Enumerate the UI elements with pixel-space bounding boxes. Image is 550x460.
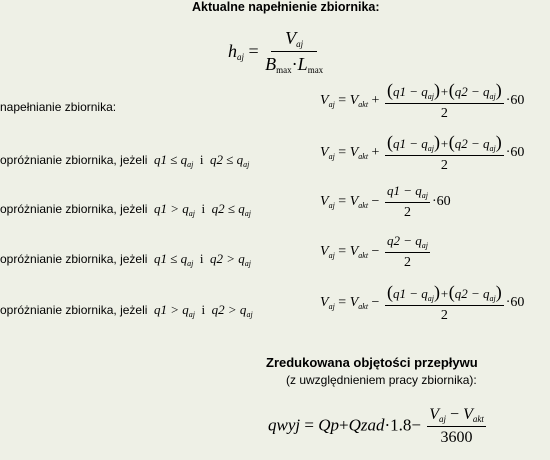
row-4-rhs-v: V [349, 244, 359, 260]
section-title: Zredukowana objętości przepływu [266, 355, 478, 370]
row-1-rhs-sub: akt [358, 100, 369, 110]
row-5-fraction: $\frac{(q1 - q_{aj})+(q2 - q_{aj})}{2}$ [386, 282, 502, 323]
row-2-lhs-sub: aj [328, 152, 335, 162]
final-lhs: qwyj [268, 415, 301, 435]
formula-h-num-sub: aj [296, 39, 304, 49]
final-term-qp: Qp [318, 415, 339, 435]
row-3-label [0, 201, 251, 218]
row-2-op: + [371, 145, 380, 161]
row-2-rhs-v: V [349, 145, 359, 161]
row-1-lhs: V [320, 93, 329, 109]
row-4-lhs-sub: aj [328, 251, 335, 261]
row-5-lhs: V [320, 295, 329, 311]
row-1-tail: ·60 [505, 93, 525, 109]
formula-h-num: V [285, 28, 297, 48]
row-1-den: 2 [440, 106, 448, 121]
row-1-op: + [371, 93, 380, 109]
formula-h-den-b: B [265, 54, 277, 74]
row-5-den: 2 [440, 308, 448, 323]
row-5-op: − [371, 295, 380, 311]
formula-h-den-dot: · [291, 54, 298, 74]
row-5-formula: $V_{aj} = V_{akt}$ − $\frac{(q1 - q_{aj})+(q2 - q_{aj})}{2}$ ·60 [320, 282, 525, 323]
formula-h-fraction [265, 28, 323, 75]
row-3-lhs: V [320, 194, 329, 210]
row-3-rhs-sub: akt [358, 201, 369, 211]
page-title: Aktualne napełnienie zbiornika: [192, 0, 380, 14]
row-2-fraction: $\frac{(q1 - q_{aj})+(q2 - q_{aj})}{2}$ [386, 132, 502, 173]
row-4-condition: $q1 \le q_{aj}$ i $q2 > q_{aj}$ [150, 251, 252, 268]
row-5-condition: $q1 > q_{aj}$ i $q2 > q_{aj}$ [150, 302, 253, 319]
row-2-den: 2 [440, 158, 448, 173]
row-1-label: napełnianie zbiornika: [0, 100, 117, 114]
row-4-label [0, 251, 251, 268]
row-4-rhs-sub: akt [358, 251, 369, 261]
final-mult: ·1.8 [384, 415, 412, 435]
formula-h-aj [228, 28, 325, 75]
row-3-den: 2 [403, 205, 411, 220]
final-minus: − [411, 415, 421, 435]
row-5-rhs-sub: akt [358, 302, 369, 312]
row-3-formula: $V_{aj} = V_{akt}$ − $\frac{q1 - q_{aj}}{2}$ ·60 [320, 183, 451, 220]
row-2-formula: $V_{aj} = V_{akt}$ + $\frac{(q1 - q_{aj})+(q2 - q_{aj})}{2}$ ·60 [320, 132, 525, 173]
row-4-fraction: $\frac{q2 - q_{aj}}{2}$ [386, 233, 428, 270]
row-2-label [0, 152, 249, 169]
row-4-den: 2 [403, 255, 411, 270]
row-4-label-text: opróżnianie zbiornika, jeżeli [0, 252, 148, 266]
row-3-label-text: opróżnianie zbiornika, jeżeli [0, 202, 148, 216]
row-4-lhs: V [320, 244, 329, 260]
formula-h-den-l-sub: max [307, 65, 324, 75]
row-5-rhs-v: V [349, 295, 359, 311]
formula-h-den-l: L [297, 54, 308, 74]
formula-h-den-b-sub: max [276, 65, 292, 75]
row-2-lhs: V [320, 145, 329, 161]
row-5-label-text: opróżnianie zbiornika, jeżeli [0, 303, 148, 317]
row-5-label [0, 302, 253, 319]
row-1-lhs-sub: aj [328, 100, 335, 110]
final-eq: = [304, 415, 314, 435]
row-4-formula: $V_{aj} = V_{akt}$ − $\frac{q2 - q_{aj}}{2}$ [320, 233, 428, 270]
section-subtitle: (z uwzględnieniem pracy zbiornika): [286, 373, 477, 387]
formula-h-eq: = [248, 41, 259, 61]
final-den: 3600 [440, 429, 473, 446]
formula-h-lhs: h [228, 41, 237, 61]
final-term-qzad: Qzad [348, 415, 385, 435]
row-3-condition: $q1 > q_{aj}$ i $q2 \le q_{aj}$ [150, 201, 252, 218]
row-3-tail: ·60 [431, 194, 451, 210]
row-1-rhs-v: V [349, 93, 359, 109]
row-1-fraction: $\frac{(q1 - q_{aj})+(q2 - q_{aj})}{2}$ [386, 80, 502, 121]
row-5-lhs-sub: aj [328, 302, 335, 312]
row-3-fraction: $\frac{q1 - q_{aj}}{2}$ [386, 183, 428, 220]
final-plus: + [338, 415, 349, 435]
row-3-op: − [371, 194, 380, 210]
formula-h-lhs-sub: aj [237, 52, 245, 62]
row-2-label-text: opróżnianie zbiornika, jeżeli [0, 153, 148, 167]
final-fraction: $\frac{\text{Vaj − Vakt}}{3600}$ [429, 406, 484, 446]
final-formula [268, 406, 488, 447]
row-2-rhs-sub: akt [358, 152, 369, 162]
row-4-op: − [371, 244, 380, 260]
row-1-formula: $V_{aj} = V_{akt}$ + $\frac{(q1 - q_{aj})+(q2 - q_{aj})}{2}$ ·60 [320, 80, 525, 121]
row-2-tail: ·60 [505, 145, 525, 161]
row-3-lhs-sub: aj [328, 201, 335, 211]
row-2-condition: $q1 \le q_{aj}$ i $q2 \le q_{aj}$ [150, 152, 250, 169]
row-5-tail: ·60 [505, 295, 525, 311]
row-3-rhs-v: V [349, 194, 359, 210]
